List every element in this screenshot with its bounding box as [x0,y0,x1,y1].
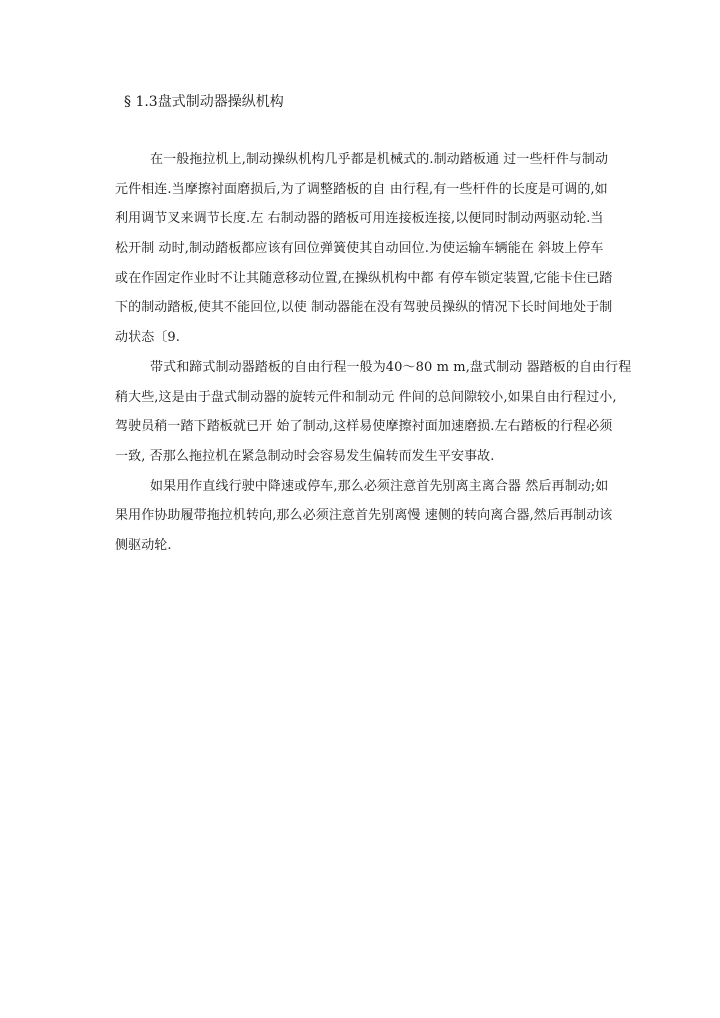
text-line: 元件相连.当摩擦衬面磨损后,为了调整踏板的自 由行程,有一些杆件的长度是可调的,如 [115,181,608,197]
paragraph [115,353,645,472]
text-line: 动状态〔9. [115,330,181,346]
text-line: 或在作固定作业时不让其随意移动位置,在操纵机构中都 有停车锁定装置,它能卡住已踏 [115,270,613,286]
text-line: 驾驶员稍一踏下踏板就已开 始了制动,这样易使摩擦衬面加速磨损.左右踏板的行程必须 [115,419,613,435]
text-line: 在一般拖拉机上,制动操纵机构几乎都是机械式的.制动踏板通 过一些杆件与制动 [150,152,609,167]
section-heading: § 1.3盘式制动器操纵机构 [124,94,284,110]
text-line: 一致, 否那么拖拉机在紧急制动时会容易发生偏转而发生平安事故. [115,448,495,464]
text-line: 松开制 动时,制动踏板都应该有回位弹簧使其自动回位.为使运输车辆能在 斜坡上停车 [115,241,604,257]
text-line: 利用调节叉来调节长度.左 右制动器的踏板可用连接板连接,以便同时制动两驱动轮.当 [115,211,604,227]
text-line: 果用作协助履带拖拉机转向,那么必须注意首先别离慢 速侧的转向离合器,然后再制动该 [115,508,613,524]
text-line: 稍大些,这是由于盘式制动器的旋转元件和制动元 件间的总间隙较小,如果自由行程过小, [115,389,617,405]
text-line: 带式和蹄式制动器踏板的自由行程一般为40〜80 m m,盘式制动 器踏板的自由行程 [150,359,632,375]
document-body [115,145,645,561]
text-line: 下的制动踏板,使其不能回位,以使 制动器能在没有驾驶员操纵的情况下长时间地处于制 [115,300,613,316]
text-line: 侧驱动轮. [115,537,172,553]
paragraph [115,145,645,353]
text-line: 如果用作直线行驶中降速或停车,那么必须注意首先别离主离合器 然后再制动;如 [150,478,609,494]
paragraph [115,472,645,561]
